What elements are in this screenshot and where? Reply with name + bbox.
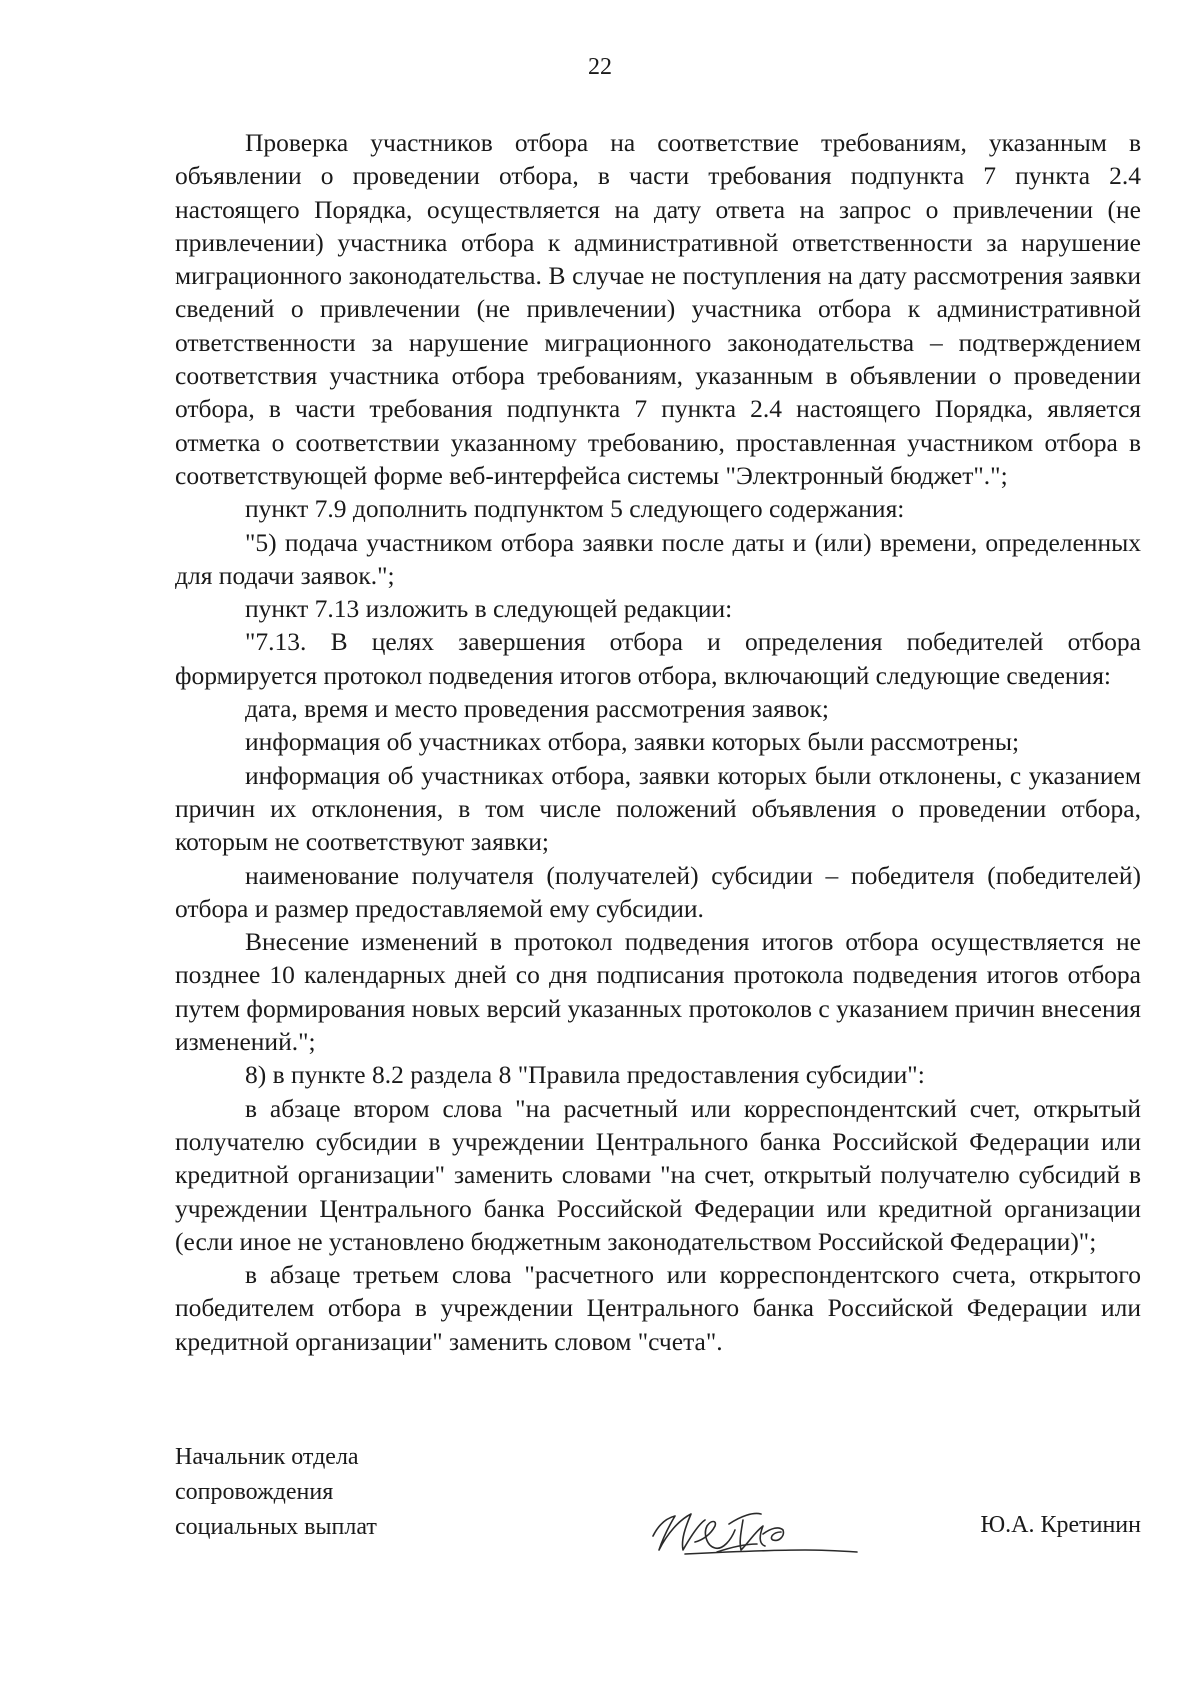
signer-name: Ю.А. Кретинин [980, 1512, 1141, 1538]
paragraph: наименование получателя (получателей) субсидии – победителя (победителей) отбора и размер предоставляемой ему субсидии. [175, 860, 1141, 923]
handwritten-signature [645, 1494, 865, 1564]
signature-block [175, 1440, 1141, 1550]
paragraph: Внесение изменений в протокол подведения итогов отбора осуществляется не позднее 10 календарных дней со дня подписания протокола подведения итогов отбора путем формирования новых версий указанных протоколов с указанием причин внесения изменений."; [175, 927, 1141, 1057]
paragraph: в абзаце втором слова "на расчетный или корреспондентский счет, открытый получателю субсидии в учреждении Центрального банка Российской Федерации или кредитной организации" заменить словами "на счет, открытый получателю субсидий в учреждении Центрального банка Российской Федерации или кредитной организации (если иное не установлено бюджетным законодательством Российской Федерации)"; [175, 1093, 1141, 1256]
signer-position [175, 1440, 377, 1545]
document-body [175, 126, 1141, 1358]
signer-position-line: социальных выплат [175, 1514, 377, 1540]
paragraph: "7.13. В целях завершения отбора и определения победителей отбора формируется протокол подведения итогов отбора, включающий следующие сведения: [175, 627, 1141, 690]
paragraph: пункт 7.13 изложить в следующей редакции: [245, 594, 733, 624]
paragraph: дата, время и место проведения рассмотрения заявок; [245, 694, 829, 724]
paragraph: информация об участниках отбора, заявки которых были отклонены, с указанием причин их отклонения, в том числе положений объявления о проведении отбора, которым не соответствуют заявки; [175, 760, 1141, 857]
paragraph: в абзаце третьем слова "расчетного или корреспондентского счета, открытого победителем отбора в учреждении Центрального банка Российской Федерации или кредитной организации" заменить словом "счета". [175, 1260, 1141, 1356]
page-number: 22 [588, 54, 612, 80]
signer-position-line: Начальник отдела [175, 1444, 359, 1470]
paragraph: 8) в пункте 8.2 раздела 8 "Правила предоставления субсидии": [245, 1060, 925, 1090]
paragraph: "5) подача участником отбора заявки после даты и (или) времени, определенных для подачи заявок."; [175, 527, 1141, 590]
paragraph: информация об участниках отбора, заявки которых были рассмотрены; [245, 727, 1020, 757]
signer-position-line: сопровождения [175, 1479, 334, 1505]
paragraph: пункт 7.9 дополнить подпунктом 5 следующего содержания: [245, 494, 905, 524]
paragraph: Проверка участников отбора на соответствие требованиям, указанным в объявлении о проведении отбора, в части требования подпункта 7 пункта 2.4 настоящего Порядка, осуществляется на дату ответа на запрос о привлечении (не привлечении) участника отбора к административной ответственности за нарушение миграционного законодательства. В случае не поступления на дату рассмотрения заявки сведений о привлечении (не привлечении) участника отбора к административной ответственности за нарушение миграционного законодательства – подтверждением соответствия участника отбора требованиям, указанным в объявлении о проведении отбора, в части требования подпункта 7 пункта 2.4 настоящего Порядка, является отметка о соответствии указанному требованию, проставленная участником отбора в соответствующей форме веб-интерфейса системы "Электронный бюджет"."; [175, 128, 1141, 490]
